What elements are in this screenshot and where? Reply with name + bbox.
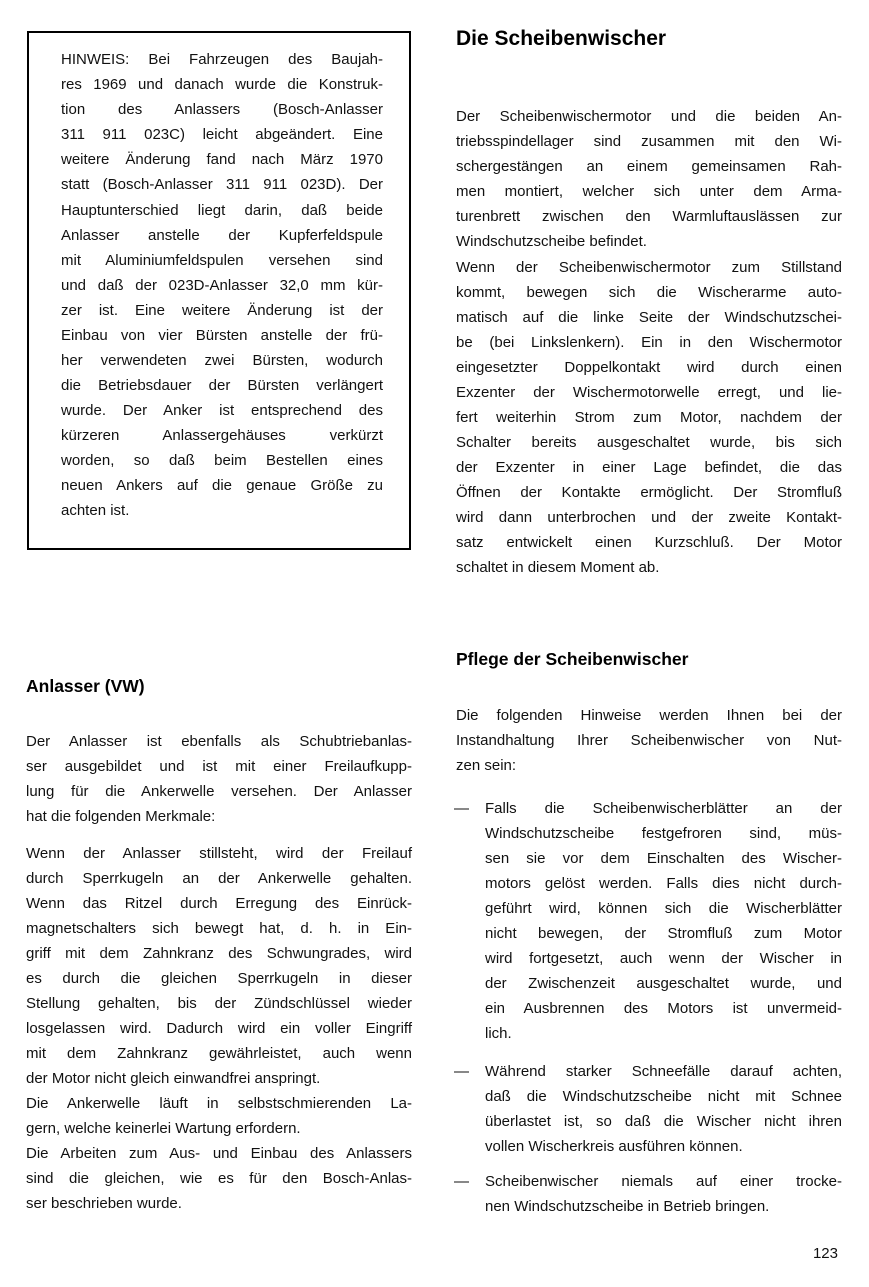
text-line: nicht bewegen, der Stromfluß zum Motor	[485, 925, 842, 942]
text-line: Der Anlasser ist ebenfalls als Schubtriebanlas-	[26, 733, 412, 750]
text-line: eingesetzter Doppelkontakt wird durch einen	[456, 359, 842, 376]
text-line: wird fortgesetzt, auch wenn der Wischer in	[485, 950, 842, 967]
text-line: zen sein:	[456, 757, 517, 774]
text-line: Die folgenden Hinweise werden Ihnen bei der	[456, 707, 842, 724]
text-line: sind die gleichen, wie es für den Bosch-Anlas-	[26, 1170, 412, 1187]
note-line: Anlasser anstelle der Kupferfeldspule	[61, 227, 383, 244]
text-line: Schalter bereits ausgeschaltet wurde, bis sich	[456, 434, 842, 451]
note-line: 311 911 023C) leicht abgeändert. Eine	[61, 126, 383, 143]
note-line: neuen Ankers auf die genaue Größe zu	[61, 477, 383, 494]
text-line: schergestängen an einem gemeinsamen Rah-	[456, 158, 842, 175]
dash-bullet-icon: —	[454, 1063, 469, 1080]
text-line: ein Ausbrennen des Motors ist unvermeid-	[485, 1000, 842, 1017]
note-line: her verwendeten zwei Bürsten, wodurch	[61, 352, 383, 369]
note-line: HINWEIS: Bei Fahrzeugen des Baujah-	[61, 51, 383, 68]
text-line: geführt wird, können sich die Wischerblätter	[485, 900, 842, 917]
text-line: durch Sperrkugeln an der Ankerwelle gehalten.	[26, 870, 412, 887]
text-line: Falls die Scheibenwischerblätter an der	[485, 800, 842, 817]
text-line: ser beschrieben wurde.	[26, 1195, 182, 1212]
text-line: triebsspindellager sind zusammen mit den Wi-	[456, 133, 842, 150]
text-line: schaltet in diesem Moment ab.	[456, 559, 660, 576]
note-line: res 1969 und danach wurde die Konstruk-	[61, 76, 383, 93]
note-line: weitere Änderung fand nach März 1970	[61, 151, 383, 168]
text-line: vollen Wischerkreis ausführen können.	[485, 1138, 743, 1155]
text-line: hat die folgenden Merkmale:	[26, 808, 216, 825]
text-line: griff mit dem Zahnkranz des Schwungrades, wird	[26, 945, 412, 962]
note-line: statt (Bosch-Anlasser 311 911 023D). Der	[61, 176, 383, 193]
text-line: gern, welche keinerlei Wartung erfordern.	[26, 1120, 301, 1137]
page-number: 123	[812, 1245, 838, 1262]
text-line: der Motor nicht gleich einwandfrei anspringt.	[26, 1070, 321, 1087]
text-line: Wenn der Scheibenwischermotor zum Stillstand	[456, 259, 842, 276]
text-line: es durch die gleichen Sperrkugeln in dieser	[26, 970, 412, 987]
text-line: Die Arbeiten zum Aus- und Einbau des Anlassers	[26, 1145, 412, 1162]
text-line: Wenn das Ritzel durch Erregung des Einrück-	[26, 895, 412, 912]
text-line: Windschutzscheibe festgefroren sind, müs-	[485, 825, 842, 842]
note-line: mit Aluminiumfeldspulen versehen sind	[61, 252, 383, 269]
text-line: überlastet ist, so daß die Wischer nicht ihren	[485, 1113, 842, 1130]
note-line: die Betriebsdauer der Bürsten verlängert	[61, 377, 383, 394]
text-line: satz entwickelt einen Kurzschluß. Der Motor	[456, 534, 842, 551]
note-line: und daß der 023D-Anlasser 32,0 mm kür-	[61, 277, 383, 294]
text-line: matisch auf die linke Seite der Windschutzschei-	[456, 309, 842, 326]
note-line: achten ist.	[61, 502, 130, 519]
text-line: be (bei Linkslenkern). Ein in den Wischermotor	[456, 334, 842, 351]
note-line: tion des Anlassers (Bosch-Anlasser	[61, 101, 383, 118]
text-line: nen Windschutzscheibe in Betrieb bringen.	[485, 1198, 770, 1215]
text-line: Instandhaltung Ihrer Scheibenwischer von Nut-	[456, 732, 842, 749]
text-line: daß die Windschutzscheibe nicht mit Schnee	[485, 1088, 842, 1105]
text-line: der Exzenter in einer Lage befindet, die das	[456, 459, 842, 476]
text-line: Stellung gehalten, bis der Zündschlüssel wieder	[26, 995, 412, 1012]
text-line: ser ausgebildet und ist mit einer Freilaufkupp-	[26, 758, 412, 775]
text-line: lich.	[485, 1025, 512, 1042]
note-line: worden, so daß beim Bestellen eines	[61, 452, 383, 469]
text-line: magnetschalters sich bewegt hat, d. h. in Ein-	[26, 920, 412, 937]
note-line: Einbau von vier Bürsten anstelle der frü-	[61, 327, 383, 344]
note-line: kürzeren Anlassergehäuses verkürzt	[61, 427, 383, 444]
text-line: Exzenter der Wischermotorwelle erregt, und lie-	[456, 384, 842, 401]
dash-bullet-icon: —	[454, 800, 469, 817]
text-line: mit dem Zahnkranz gewährleistet, auch wenn	[26, 1045, 412, 1062]
text-line: losgelassen wird. Dadurch wird ein voller Eingriff	[26, 1020, 412, 1037]
text-line: Öffnen der Kontakte ermöglicht. Der Stromfluß	[456, 484, 842, 501]
text-line: Windschutzscheibe befindet.	[456, 233, 647, 250]
section-heading-scheibenwischer: Die Scheibenwischer	[456, 27, 667, 50]
text-line: lung für die Ankerwelle versehen. Der Anlasser	[26, 783, 412, 800]
text-line: Scheibenwischer niemals auf einer trocke-	[485, 1173, 842, 1190]
text-line: fert weiterhin Strom zum Motor, nachdem der	[456, 409, 842, 426]
text-line: Die Ankerwelle läuft in selbstschmierenden La-	[26, 1095, 412, 1112]
text-line: der Zwischenzeit ausgeschaltet wurde, und	[485, 975, 842, 992]
text-line: sen sie vor dem Einschalten des Wischer-	[485, 850, 842, 867]
text-line: motors gelöst werden. Falls dies nicht durch-	[485, 875, 842, 892]
section-heading-anlasser: Anlasser (VW)	[26, 676, 145, 696]
text-line: Während starker Schneefälle darauf achten,	[485, 1063, 842, 1080]
note-line: wurde. Der Anker ist entsprechend des	[61, 402, 383, 419]
text-line: kommt, bewegen sich die Wischerarme auto-	[456, 284, 842, 301]
note-line: zer ist. Eine weitere Änderung ist der	[61, 302, 383, 319]
text-line: men montiert, welcher sich unter dem Arma-	[456, 183, 842, 200]
text-line: Der Scheibenwischermotor und die beiden An-	[456, 108, 842, 125]
text-line: turenbrett zwischen den Warmluftauslässen zur	[456, 208, 842, 225]
section-heading-pflege: Pflege der Scheibenwischer	[456, 649, 689, 669]
note-line: Hauptunterschied liegt darin, daß beide	[61, 202, 383, 219]
text-line: Wenn der Anlasser stillsteht, wird der Freilauf	[26, 845, 412, 862]
dash-bullet-icon: —	[454, 1173, 469, 1190]
text-line: wird dann unterbrochen und der zweite Kontakt-	[456, 509, 842, 526]
